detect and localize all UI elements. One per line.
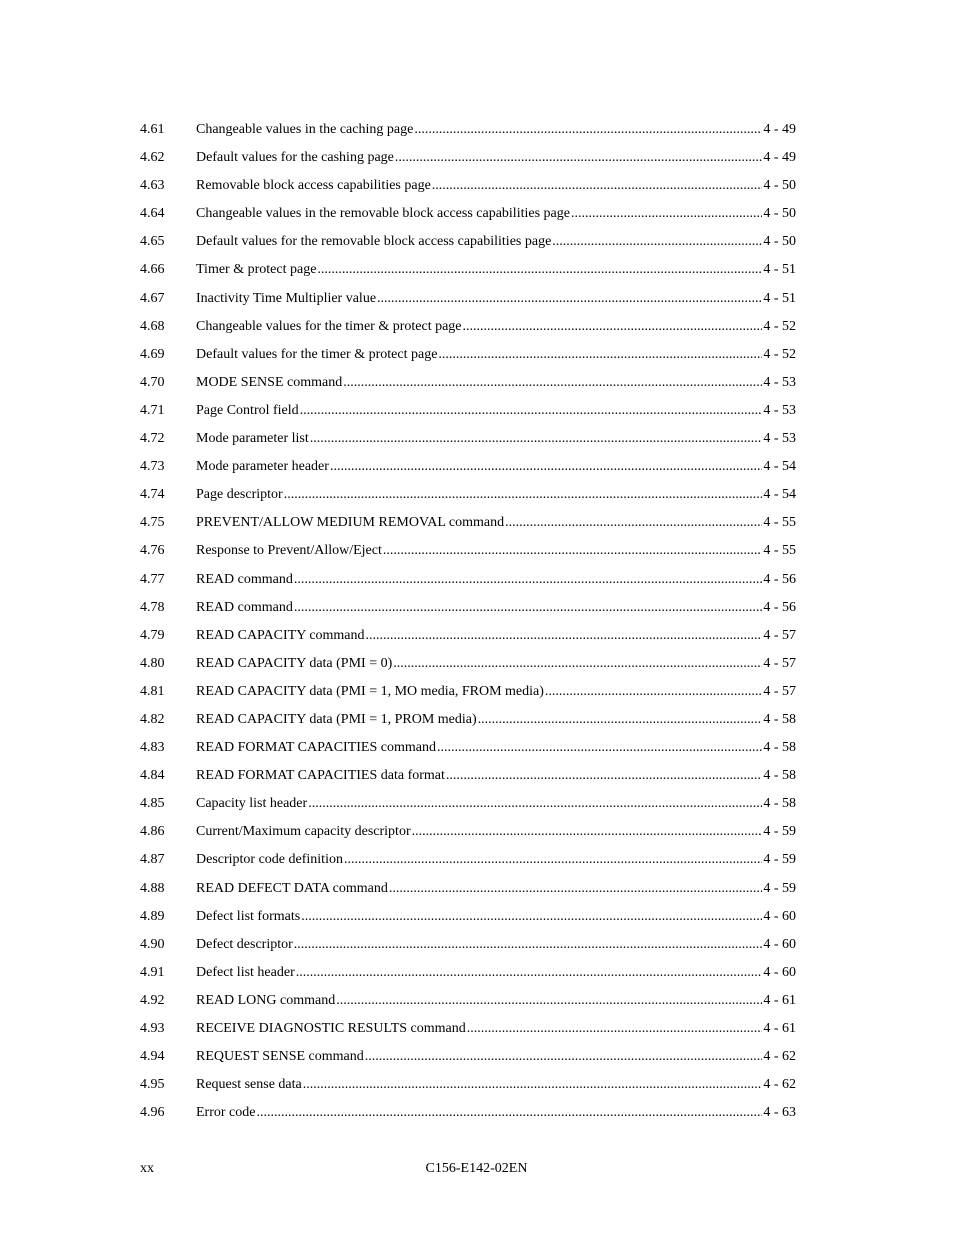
toc-entry-number: 4.96: [140, 1105, 165, 1121]
toc-entry-page: 4 - 57: [763, 627, 796, 643]
toc-entry[interactable]: [140, 818, 796, 846]
toc-entry-title: Changeable values in the caching page: [196, 122, 414, 137]
toc-entry-page: 4 - 55: [763, 543, 796, 559]
toc-dot-leader: [336, 987, 762, 1015]
toc-entry-title: RECEIVE DIAGNOSTIC RESULTS command: [196, 1021, 466, 1036]
toc-entry[interactable]: [140, 790, 796, 818]
toc-entry[interactable]: [140, 1071, 796, 1099]
toc-dot-leader: [330, 453, 762, 481]
toc-entry[interactable]: [140, 1099, 796, 1127]
toc-entry-number: 4.90: [140, 936, 165, 952]
toc-entry[interactable]: [140, 846, 796, 874]
toc-entry-title: Changeable values for the timer & protect page: [196, 318, 462, 334]
toc-entry-number: 4.74: [140, 487, 165, 503]
toc-entry-page: 4 - 50: [763, 234, 796, 250]
toc-entry-title: READ FORMAT CAPACITIES data format: [196, 768, 445, 784]
toc-entry-title: Request sense data: [196, 1077, 302, 1093]
toc-entry-number: 4.77: [140, 571, 165, 587]
toc-entry[interactable]: [140, 285, 796, 313]
toc-entry-title: Mode parameter list: [196, 431, 309, 447]
toc-entry-title: Default values for the timer & protect page: [196, 346, 438, 362]
toc-entry-page: 4 - 50: [763, 178, 796, 194]
toc-entry-page: 4 - 62: [763, 1077, 796, 1093]
toc-entry-title: Timer & protect page: [196, 262, 317, 278]
toc-entry-page: 4 - 52: [763, 346, 796, 362]
toc-dot-leader: [300, 397, 763, 425]
toc-dot-leader: [308, 790, 762, 818]
toc-entry-title: Defect descriptor: [196, 936, 293, 952]
table-of-figures: [140, 116, 796, 1127]
footer-page-number: xx: [140, 1161, 154, 1176]
toc-entry-number: 4.82: [140, 711, 165, 727]
toc-entry-number: 4.61: [140, 122, 165, 137]
toc-entry[interactable]: [140, 144, 796, 172]
toc-entry-title: READ command: [196, 571, 293, 587]
toc-entry-number: 4.87: [140, 852, 165, 868]
toc-entry-title: Defect list formats: [196, 908, 301, 924]
toc-entry-title: Capacity list header: [196, 796, 308, 812]
toc-entry-title: Removable block access capabilities page: [196, 178, 431, 194]
toc-entry[interactable]: [140, 875, 796, 903]
toc-entry-page: 4 - 57: [763, 655, 796, 671]
toc-dot-leader: [437, 734, 762, 762]
toc-dot-leader: [366, 622, 763, 650]
toc-entry-page: 4 - 52: [763, 318, 796, 334]
toc-entry-page: 4 - 60: [763, 908, 796, 924]
toc-dot-leader: [383, 537, 762, 565]
toc-entry-page: 4 - 60: [763, 936, 796, 952]
toc-dot-leader: [317, 256, 762, 284]
toc-entry-number: 4.92: [140, 992, 165, 1008]
toc-entry[interactable]: [140, 313, 796, 341]
toc-entry[interactable]: [140, 453, 796, 481]
toc-entry-title: READ DEFECT DATA command: [196, 880, 388, 896]
toc-entry-page: 4 - 53: [763, 402, 796, 418]
toc-entry-title: Changeable values in the removable block access capabilities page: [196, 206, 570, 222]
toc-entry-number: 4.81: [140, 683, 165, 699]
toc-entry[interactable]: [140, 931, 796, 959]
toc-entry-number: 4.75: [140, 515, 165, 531]
toc-entry-title: Error code: [196, 1105, 256, 1121]
toc-entry[interactable]: [140, 481, 796, 509]
toc-entry-title: REQUEST SENSE command: [196, 1049, 364, 1065]
toc-entry-number: 4.62: [140, 150, 165, 166]
toc-entry[interactable]: [140, 706, 796, 734]
toc-entry-page: 4 - 60: [763, 964, 796, 980]
toc-entry-number: 4.65: [140, 234, 165, 250]
toc-entry-title: Defect list header: [196, 964, 295, 980]
toc-entry-page: 4 - 59: [763, 824, 796, 840]
toc-entry-number: 4.91: [140, 964, 165, 980]
toc-entry-title: Response to Prevent/Allow/Eject: [196, 543, 382, 559]
toc-entry[interactable]: [140, 425, 796, 453]
toc-entry[interactable]: [140, 537, 796, 565]
toc-entry-title: Page Control field: [196, 402, 299, 418]
toc-dot-leader: [393, 650, 762, 678]
toc-entry-title: READ LONG command: [196, 992, 336, 1008]
toc-entry-number: 4.80: [140, 655, 165, 671]
toc-entry[interactable]: [140, 903, 796, 931]
toc-entry[interactable]: [140, 1015, 796, 1043]
toc-entry-page: 4 - 57: [763, 683, 796, 699]
toc-dot-leader: [294, 566, 763, 594]
toc-entry-number: 4.93: [140, 1021, 165, 1036]
toc-entry[interactable]: [140, 678, 796, 706]
toc-dot-leader: [463, 313, 763, 341]
toc-dot-leader: [545, 678, 762, 706]
toc-entry-number: 4.64: [140, 206, 165, 222]
toc-entry-number: 4.72: [140, 431, 165, 447]
toc-entry-title: Descriptor code definition: [196, 852, 343, 868]
toc-entry-page: 4 - 58: [763, 740, 796, 756]
toc-entry-number: 4.67: [140, 290, 165, 306]
toc-entry[interactable]: [140, 369, 796, 397]
toc-dot-leader: [505, 509, 762, 537]
toc-dot-leader: [310, 425, 763, 453]
toc-dot-leader: [365, 1043, 763, 1071]
toc-entry-number: 4.83: [140, 740, 165, 756]
toc-entry-page: 4 - 54: [763, 487, 796, 503]
toc-dot-leader: [343, 369, 762, 397]
toc-dot-leader: [294, 931, 763, 959]
toc-entry-title: READ CAPACITY data (PMI = 0): [196, 655, 393, 671]
toc-dot-leader: [414, 116, 762, 144]
toc-entry-number: 4.66: [140, 262, 165, 278]
toc-entry-number: 4.88: [140, 880, 165, 896]
toc-dot-leader: [377, 285, 762, 313]
toc-dot-leader: [432, 172, 763, 200]
toc-entry-number: 4.95: [140, 1077, 165, 1093]
toc-entry-page: 4 - 62: [763, 1049, 796, 1065]
toc-entry-page: 4 - 59: [763, 852, 796, 868]
toc-entry-number: 4.70: [140, 374, 165, 390]
toc-entry-page: 4 - 56: [763, 599, 796, 615]
toc-entry-page: 4 - 51: [763, 290, 796, 306]
toc-dot-leader: [395, 144, 762, 172]
toc-entry-number: 4.76: [140, 543, 165, 559]
toc-dot-leader: [294, 594, 763, 622]
toc-entry[interactable]: [140, 228, 796, 256]
toc-entry-title: Mode parameter header: [196, 459, 329, 475]
toc-entry-number: 4.63: [140, 178, 165, 194]
toc-dot-leader: [256, 1099, 762, 1127]
toc-entry-page: 4 - 53: [763, 374, 796, 390]
toc-dot-leader: [478, 706, 763, 734]
toc-entry-number: 4.94: [140, 1049, 165, 1065]
toc-entry[interactable]: [140, 566, 796, 594]
toc-entry-page: 4 - 56: [763, 571, 796, 587]
toc-entry-title: Inactivity Time Multiplier value: [196, 290, 377, 306]
toc-entry-page: 4 - 55: [763, 515, 796, 531]
toc-entry-number: 4.73: [140, 459, 165, 475]
toc-entry[interactable]: [140, 256, 796, 284]
toc-entry[interactable]: [140, 734, 796, 762]
toc-entry-title: Current/Maximum capacity descriptor: [196, 824, 411, 840]
toc-entry-page: 4 - 51: [763, 262, 796, 278]
toc-entry-page: 4 - 61: [763, 992, 796, 1008]
toc-entry-title: PREVENT/ALLOW MEDIUM REMOVAL command: [196, 515, 505, 531]
toc-entry-page: 4 - 59: [763, 880, 796, 896]
toc-entry-title: READ FORMAT CAPACITIES command: [196, 740, 436, 756]
toc-entry-page: 4 - 54: [763, 459, 796, 475]
toc-dot-leader: [438, 341, 762, 369]
toc-dot-leader: [344, 846, 762, 874]
toc-dot-leader: [571, 200, 762, 228]
toc-entry[interactable]: [140, 341, 796, 369]
toc-entry[interactable]: [140, 959, 796, 987]
toc-entry-number: 4.68: [140, 318, 165, 334]
toc-dot-leader: [296, 959, 763, 987]
toc-entry[interactable]: [140, 116, 796, 144]
toc-entry[interactable]: [140, 987, 796, 1015]
toc-entry-title: READ CAPACITY command: [196, 627, 365, 643]
toc-entry[interactable]: [140, 200, 796, 228]
toc-entry-page: 4 - 58: [763, 768, 796, 784]
toc-entry-number: 4.69: [140, 346, 165, 362]
toc-entry-page: 4 - 53: [763, 431, 796, 447]
toc-entry-page: 4 - 58: [763, 796, 796, 812]
toc-entry-title: MODE SENSE command: [196, 374, 343, 390]
toc-entry[interactable]: [140, 397, 796, 425]
toc-entry-title: READ CAPACITY data (PMI = 1, MO media, FROM media): [196, 683, 544, 699]
toc-entry-page: 4 - 49: [763, 150, 796, 166]
toc-entry-page: 4 - 63: [763, 1105, 796, 1121]
footer-document-code: C156-E142-02EN: [425, 1161, 528, 1176]
toc-entry[interactable]: [140, 509, 796, 537]
toc-entry[interactable]: [140, 594, 796, 622]
toc-entry-number: 4.86: [140, 824, 165, 840]
toc-dot-leader: [284, 481, 763, 509]
toc-entry[interactable]: [140, 622, 796, 650]
toc-entry-page: 4 - 50: [763, 206, 796, 222]
toc-entry-number: 4.71: [140, 402, 165, 418]
toc-entry-title: Default values for the removable block access capabilities page: [196, 234, 552, 250]
toc-entry-number: 4.78: [140, 599, 165, 615]
toc-entry[interactable]: [140, 650, 796, 678]
toc-entry-number: 4.85: [140, 796, 165, 812]
toc-dot-leader: [446, 762, 762, 790]
toc-entry-number: 4.89: [140, 908, 165, 924]
toc-dot-leader: [552, 228, 762, 256]
toc-entry-page: 4 - 49: [763, 122, 796, 137]
toc-entry-title: READ CAPACITY data (PMI = 1, PROM media): [196, 711, 477, 727]
toc-dot-leader: [301, 903, 762, 931]
toc-entry-title: READ command: [196, 599, 293, 615]
toc-dot-leader: [389, 875, 762, 903]
toc-entry-page: 4 - 61: [763, 1021, 796, 1036]
toc-entry-number: 4.79: [140, 627, 165, 643]
toc-entry[interactable]: [140, 762, 796, 790]
toc-dot-leader: [412, 818, 763, 846]
toc-entry[interactable]: [140, 1043, 796, 1071]
toc-entry-title: Default values for the cashing page: [196, 150, 394, 166]
toc-entry-title: Page descriptor: [196, 487, 283, 503]
toc-entry[interactable]: [140, 172, 796, 200]
toc-dot-leader: [467, 1015, 763, 1043]
toc-entry-number: 4.84: [140, 768, 165, 784]
page-footer: [140, 1160, 796, 1178]
toc-dot-leader: [303, 1071, 763, 1099]
toc-entry-page: 4 - 58: [763, 711, 796, 727]
